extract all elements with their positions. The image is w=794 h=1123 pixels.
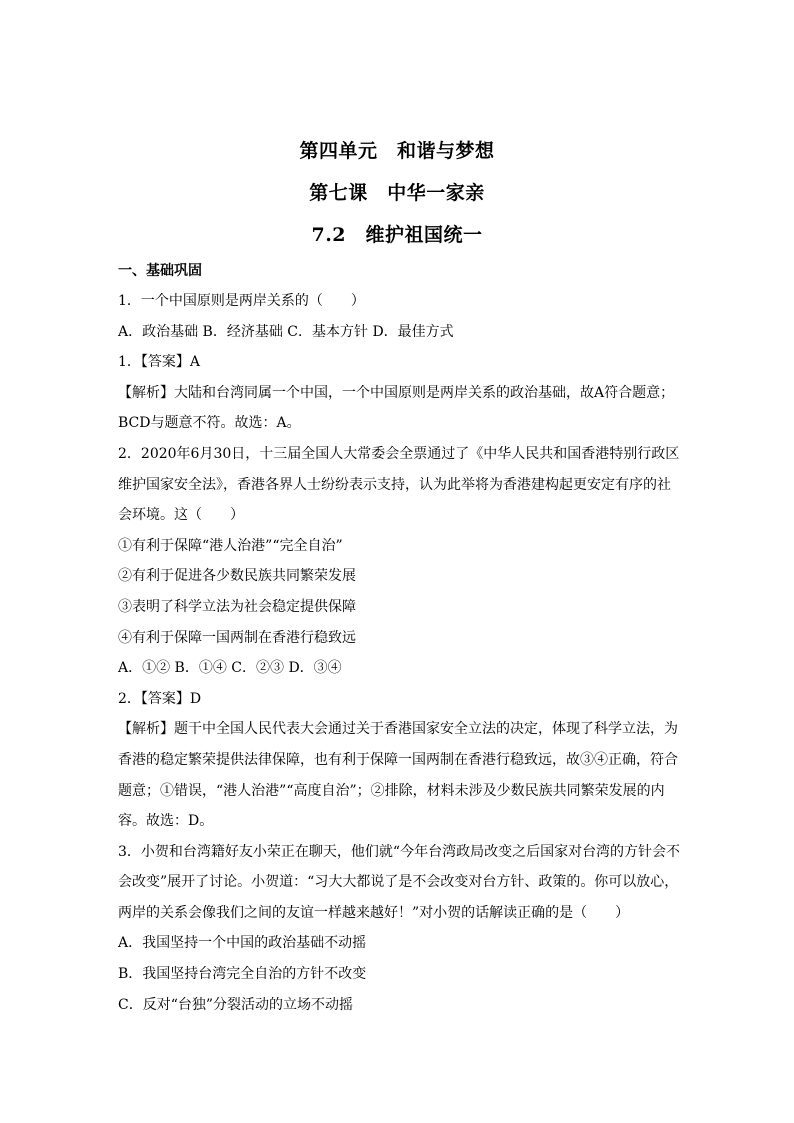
q1-stem: 1．一个中国原则是两岸关系的（ ） (118, 293, 365, 309)
section-heading: 一、基础巩固 (118, 263, 202, 279)
q2-stem: 2．2020年6月30日，十三届全国人大常委会全票通过了《中华人民共和国香港特别行政区维护国家安全法》，香港各界人士纷纷表示支持，认为此举将为香港建构起更安定有序的社会环境。这（ ） (118, 445, 680, 524)
lesson-title: 第七课 中华一家亲 (309, 182, 485, 204)
q2-answer: 2．【答案】D (118, 690, 202, 707)
q3-option-b: B．我国坚持台湾完全自治的方针不改变 (118, 966, 367, 983)
section-title: 7.2 维护祖国统一 (311, 224, 483, 246)
q3-option-a: A．我国坚持一个中国的政治基础不动摇 (118, 935, 367, 952)
unit-title: 第四单元 和谐与梦想 (299, 140, 495, 162)
q2-item-3: ③表明了科学立法为社会稳定提供保障 (118, 598, 356, 615)
q2-item-1: ①有利于保障“港人治港”“完全自治” (118, 537, 343, 554)
q2-analysis: 【解析】题干中全国人民代表大会通过关于香港国家安全立法的决定，体现了科学立法，为香港的稳定繁荣提供法律保障，也有利于保障一国两制在香港行稳致远，故③④正确，符合题意；①错误，“港人治港”“高度自治”；②排除，材料未涉及少数民族共同繁荣发展的内容。故选：D。 (118, 721, 678, 830)
q2-options: A．①② B．①④ C．②③ D．③④ (118, 660, 342, 677)
q2-item-2: ②有利于促进各少数民族共同繁荣发展 (118, 568, 356, 585)
q1-options: A．政治基础 B．经济基础 C．基本方针 D．最佳方式 (118, 323, 454, 340)
q3-stem: 3．小贺和台湾籍好友小荣正在聊天，他们就“今年台湾政局改变之后国家对台湾的方针会不会改变”展开了讨论。小贺道：“习大大都说了是不会改变对台方针、政策的。你可以放心，两岸的关系会像我们之间的友谊一样越来越好！”对小贺的话解读正确的是（ ） (118, 843, 681, 921)
q1-analysis: 【解析】大陆和台湾同属一个中国，一个中国原则是两岸关系的政治基础，故A符合题意；BCD与题意不符。故选：A。 (118, 384, 675, 432)
q1-answer: 1．【答案】A (118, 354, 201, 371)
q2-item-4: ④有利于保障一国两制在香港行稳致远 (118, 629, 356, 646)
question-content (118, 286, 684, 1020)
q3-option-c: C．反对“台独”分裂活动的立场不动摇 (118, 996, 354, 1013)
